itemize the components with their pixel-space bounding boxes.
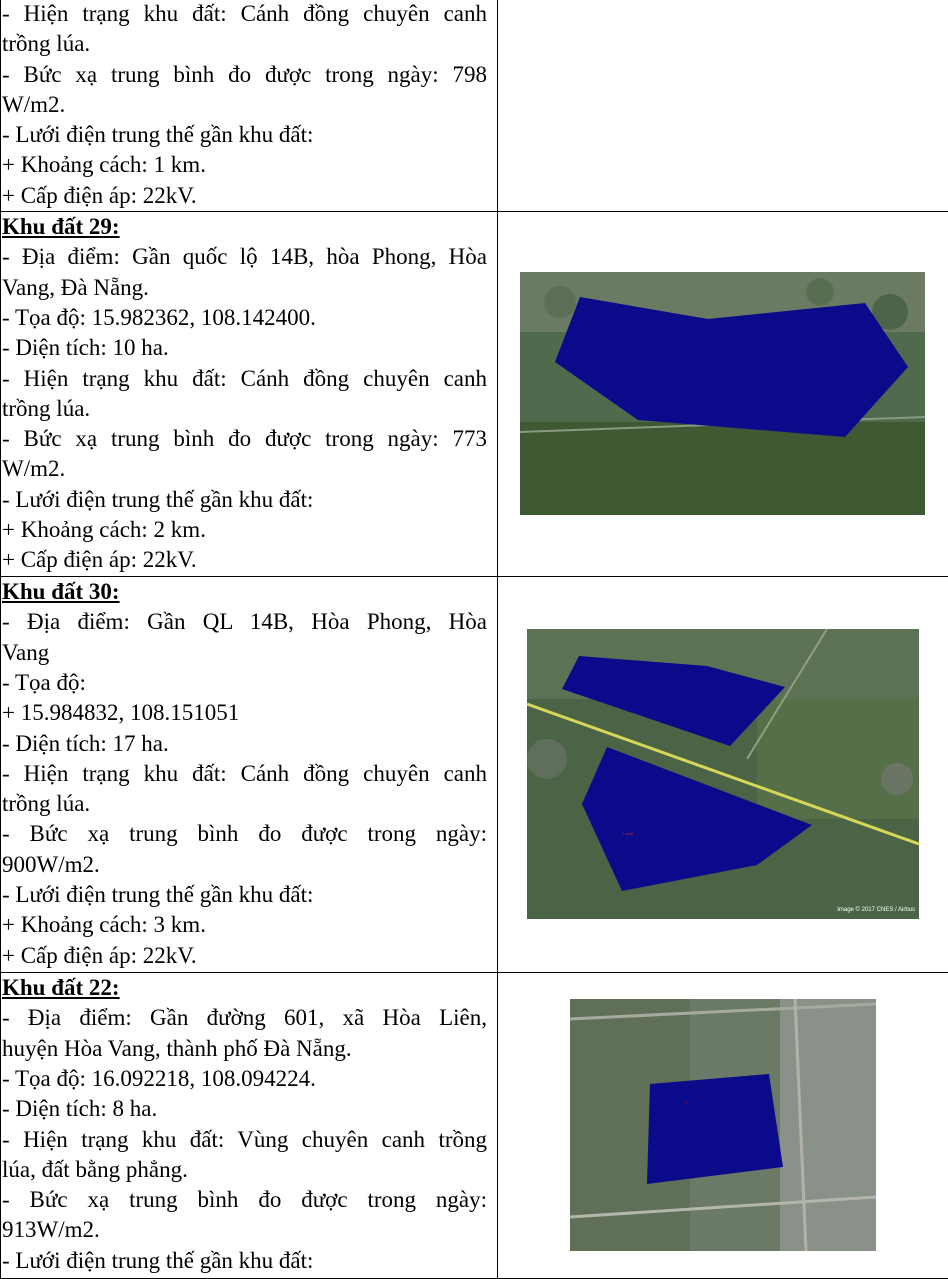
detail-line: lúa, đất bằng phẳng.	[2, 1155, 487, 1185]
detail-line: + Cấp điện áp: 22kV.	[2, 545, 487, 575]
detail-line: + Khoảng cách: 2 km.	[2, 515, 487, 545]
detail-line: - Bức xạ trung bình đo được trong ngày: 773	[2, 424, 487, 454]
detail-line: - Bức xạ trung bình đo được trong ngày:	[2, 819, 487, 849]
detail-line: - Hiện trạng khu đất: Cánh đồng chuyên canh	[2, 759, 487, 789]
detail-line: - Diện tích: 17 ha.	[2, 729, 487, 759]
detail-line: + Khoảng cách: 3 km.	[2, 910, 487, 940]
detail-line: - Lưới điện trung thế gần khu đất:	[2, 880, 487, 910]
detail-line: trồng lúa.	[2, 789, 487, 819]
image-cell	[498, 212, 948, 577]
detail-line: - Địa điểm: Gần QL 14B, Hòa Phong, Hòa	[2, 607, 487, 637]
detail-line: - Tọa độ: 15.982362, 108.142400.	[2, 303, 487, 333]
svg-text:+ vị trí: + vị trí	[622, 831, 634, 836]
detail-line: - Địa điểm: Gần quốc lộ 14B, hòa Phong, Hòa	[2, 242, 487, 272]
detail-line: + 15.984832, 108.151051	[2, 698, 487, 728]
detail-line: Vang	[2, 638, 487, 668]
satellite-map-22	[570, 999, 876, 1251]
detail-line: - Lưới điện trung thế gần khu đất:	[2, 1246, 487, 1276]
detail-line: + Khoảng cách: 1 km.	[2, 150, 487, 180]
detail-line: - Bức xạ trung bình đo được trong ngày: 798	[2, 60, 487, 90]
detail-line: trồng lúa.	[2, 394, 487, 424]
detail-line: + Cấp điện áp: 22kV.	[2, 181, 487, 211]
detail-line: Vang, Đà Nẵng.	[2, 273, 487, 303]
land-parcel	[647, 1074, 783, 1184]
section-heading: Khu đất 29:	[2, 212, 487, 242]
table-row	[1, 212, 948, 577]
detail-line: - Lưới điện trung thế gần khu đất:	[2, 120, 487, 150]
table-row	[1, 973, 948, 1279]
detail-line: - Hiện trạng khu đất: Cánh đồng chuyên canh	[2, 0, 487, 29]
detail-line: trồng lúa.	[2, 29, 487, 59]
detail-line: huyện Hòa Vang, thành phố Đà Nẵng.	[2, 1034, 487, 1064]
detail-line: + Cấp điện áp: 22kV.	[2, 941, 487, 971]
satellite-map-30	[527, 629, 919, 919]
image-cell	[498, 973, 948, 1279]
text-cell	[1, 577, 498, 973]
section-heading: Khu đất 22:	[2, 973, 487, 1003]
image-cell-empty	[498, 0, 948, 212]
text-cell	[1, 212, 498, 577]
detail-line: 913W/m2.	[2, 1215, 487, 1245]
satellite-map-29	[520, 272, 925, 515]
detail-line: - Địa điểm: Gần đường 601, xã Hòa Liên,	[2, 1003, 487, 1033]
text-cell	[1, 0, 498, 212]
detail-line: W/m2.	[2, 90, 487, 120]
detail-line: - Diện tích: 8 ha.	[2, 1094, 487, 1124]
image-cell	[498, 577, 948, 973]
table-row	[1, 577, 948, 973]
detail-line: - Bức xạ trung bình đo được trong ngày:	[2, 1185, 487, 1215]
detail-line: - Hiện trạng khu đất: Vùng chuyên canh trồng	[2, 1125, 487, 1155]
detail-line: W/m2.	[2, 454, 487, 484]
detail-line: - Lưới điện trung thế gần khu đất:	[2, 485, 487, 515]
detail-line: - Tọa độ: 16.092218, 108.094224.	[2, 1064, 487, 1094]
detail-line: - Tọa độ:	[2, 668, 487, 698]
detail-line: - Hiện trạng khu đất: Cánh đồng chuyên canh	[2, 364, 487, 394]
table-row	[1, 0, 948, 212]
detail-line: - Diện tích: 10 ha.	[2, 333, 487, 363]
text-cell	[1, 973, 498, 1279]
section-heading: Khu đất 30:	[2, 577, 487, 607]
image-credit: Image © 2017 CNES / Airbus	[837, 906, 915, 913]
svg-text:+: +	[685, 1100, 688, 1105]
detail-line: 900W/m2.	[2, 850, 487, 880]
